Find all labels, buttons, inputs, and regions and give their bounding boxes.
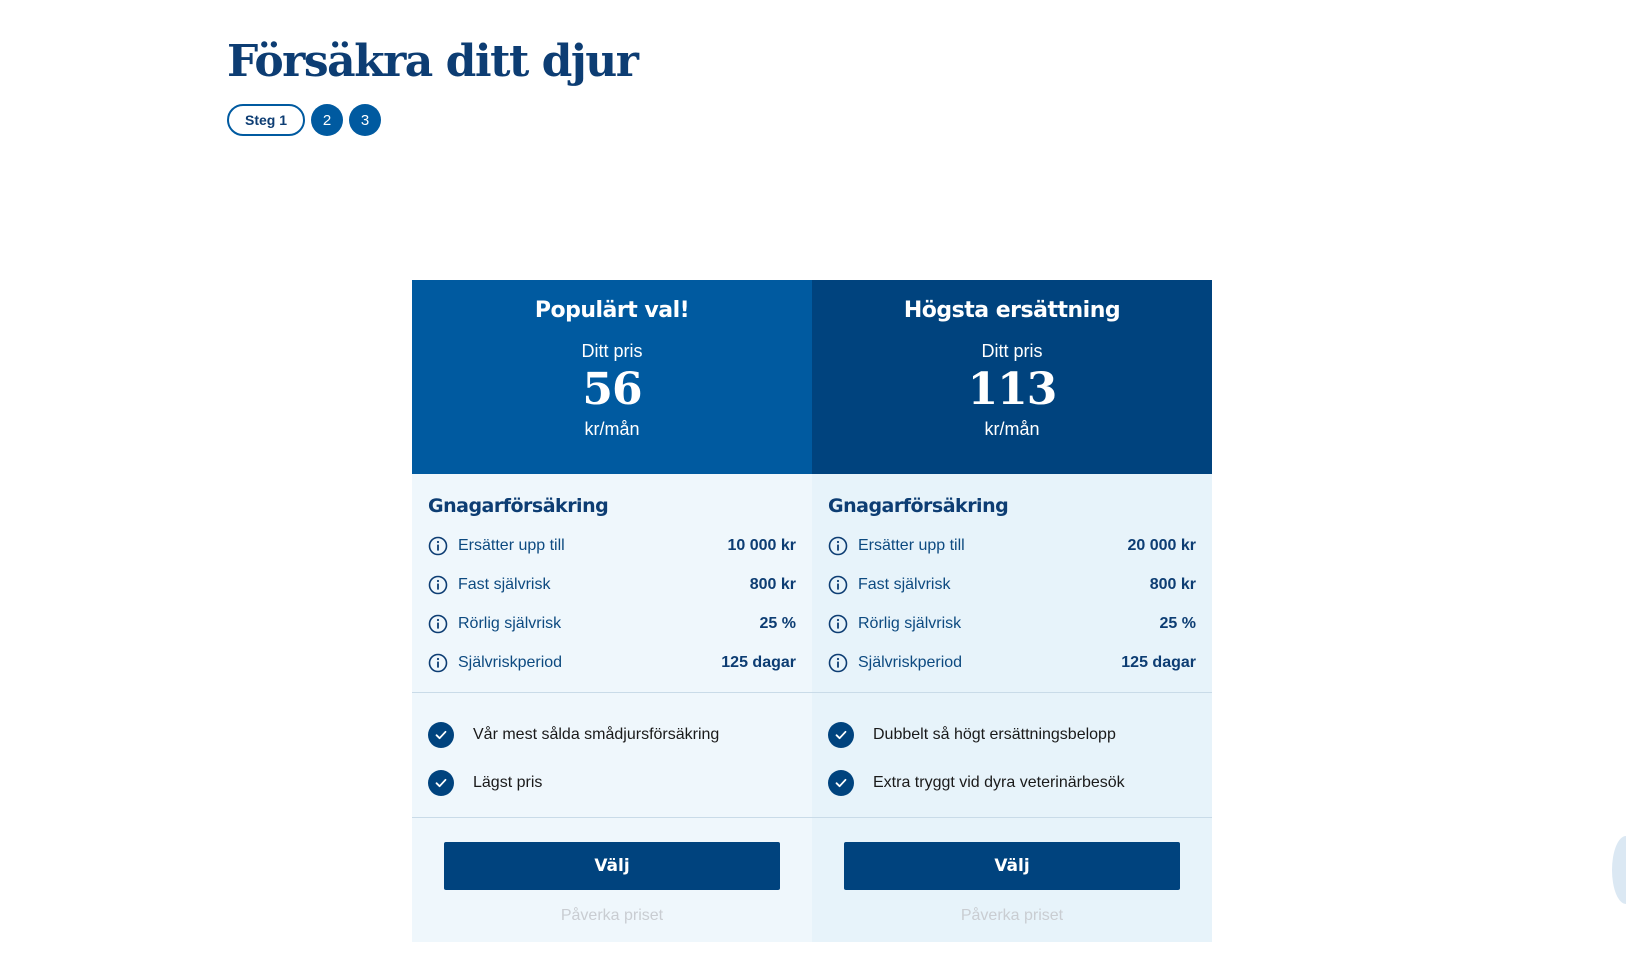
detail-row-variable-deductible — [828, 604, 1196, 643]
detail-value: 800 kr — [749, 575, 796, 593]
select-plan-button[interactable]: Välj — [844, 842, 1180, 890]
price-unit: kr/mån — [584, 419, 640, 439]
detail-value: 10 000 kr — [727, 536, 796, 554]
product-name: Gnagarförsäkring — [428, 495, 609, 517]
detail-label: Självriskperiod — [458, 653, 563, 671]
check-icon — [828, 770, 854, 796]
step-2[interactable]: 2 — [311, 104, 343, 136]
info-icon[interactable] — [828, 614, 848, 634]
feature-item — [828, 711, 1196, 759]
detail-value: 25 % — [1159, 614, 1196, 632]
plan-details — [812, 474, 1212, 693]
info-icon[interactable] — [828, 575, 848, 595]
feature-item — [828, 759, 1196, 807]
adjust-price-link[interactable]: Påverka priset — [560, 907, 664, 924]
plan-title: Populärt val! — [534, 298, 690, 323]
detail-label: Fast självrisk — [858, 575, 951, 593]
info-icon[interactable] — [428, 536, 448, 556]
detail-value: 20 000 kr — [1127, 536, 1196, 554]
plan-features — [412, 693, 812, 818]
plan-header — [812, 280, 1212, 474]
select-plan-button[interactable]: Välj — [444, 842, 780, 890]
check-icon — [428, 722, 454, 748]
product-name: Gnagarförsäkring — [828, 495, 1009, 517]
detail-value: 125 dagar — [1121, 653, 1196, 671]
detail-row-coverage — [828, 526, 1196, 565]
price-value: 113 — [967, 364, 1057, 415]
detail-label: Rörlig självrisk — [858, 614, 962, 632]
plan-card-popular — [412, 280, 812, 942]
detail-label: Fast självrisk — [458, 575, 551, 593]
chat-widget-edge[interactable] — [1612, 836, 1626, 904]
feature-text: Lägst pris — [473, 774, 543, 791]
check-icon — [828, 722, 854, 748]
plan-body — [812, 474, 1212, 942]
detail-value: 800 kr — [1149, 575, 1196, 593]
detail-row-deductible-period — [828, 643, 1196, 682]
plan-body — [412, 474, 812, 942]
detail-row-coverage — [428, 526, 796, 565]
price-label: Ditt pris — [981, 341, 1043, 361]
info-icon[interactable] — [828, 653, 848, 673]
detail-label: Självriskperiod — [858, 653, 963, 671]
plan-features — [812, 693, 1212, 818]
info-icon[interactable] — [828, 536, 848, 556]
step-3[interactable]: 3 — [349, 104, 381, 136]
step-indicator — [227, 104, 381, 136]
feature-text: Dubbelt så högt ersättningsbelopp — [873, 726, 1116, 743]
feature-item — [428, 711, 796, 759]
adjust-price-link[interactable]: Påverka priset — [960, 907, 1064, 924]
plan-header — [412, 280, 812, 474]
feature-item — [428, 759, 796, 807]
detail-value: 125 dagar — [721, 653, 796, 671]
feature-text: Extra tryggt vid dyra veterinärbesök — [873, 774, 1125, 791]
detail-label: Rörlig självrisk — [458, 614, 562, 632]
price-unit: kr/mån — [984, 419, 1040, 439]
check-icon — [428, 770, 454, 796]
info-icon[interactable] — [428, 653, 448, 673]
feature-text: Vår mest sålda smådjursförsäkring — [473, 726, 720, 743]
plan-actions — [812, 818, 1212, 942]
info-icon[interactable] — [428, 614, 448, 634]
page-title: Försäkra ditt djur — [227, 36, 638, 87]
detail-label: Ersätter upp till — [458, 536, 565, 554]
step-1: Steg 1 — [227, 104, 305, 136]
plan-card-highest — [812, 280, 1212, 942]
plan-title: Högsta ersättning — [903, 298, 1121, 323]
detail-row-deductible-period — [428, 643, 796, 682]
info-icon[interactable] — [428, 575, 448, 595]
plan-details — [412, 474, 812, 693]
price-label: Ditt pris — [581, 341, 643, 361]
plan-comparison — [412, 280, 1212, 942]
detail-row-variable-deductible — [428, 604, 796, 643]
plan-actions — [412, 818, 812, 942]
price-value: 56 — [582, 364, 642, 415]
detail-row-fixed-deductible — [428, 565, 796, 604]
detail-row-fixed-deductible — [828, 565, 1196, 604]
detail-value: 25 % — [759, 614, 796, 632]
detail-label: Ersätter upp till — [858, 536, 965, 554]
